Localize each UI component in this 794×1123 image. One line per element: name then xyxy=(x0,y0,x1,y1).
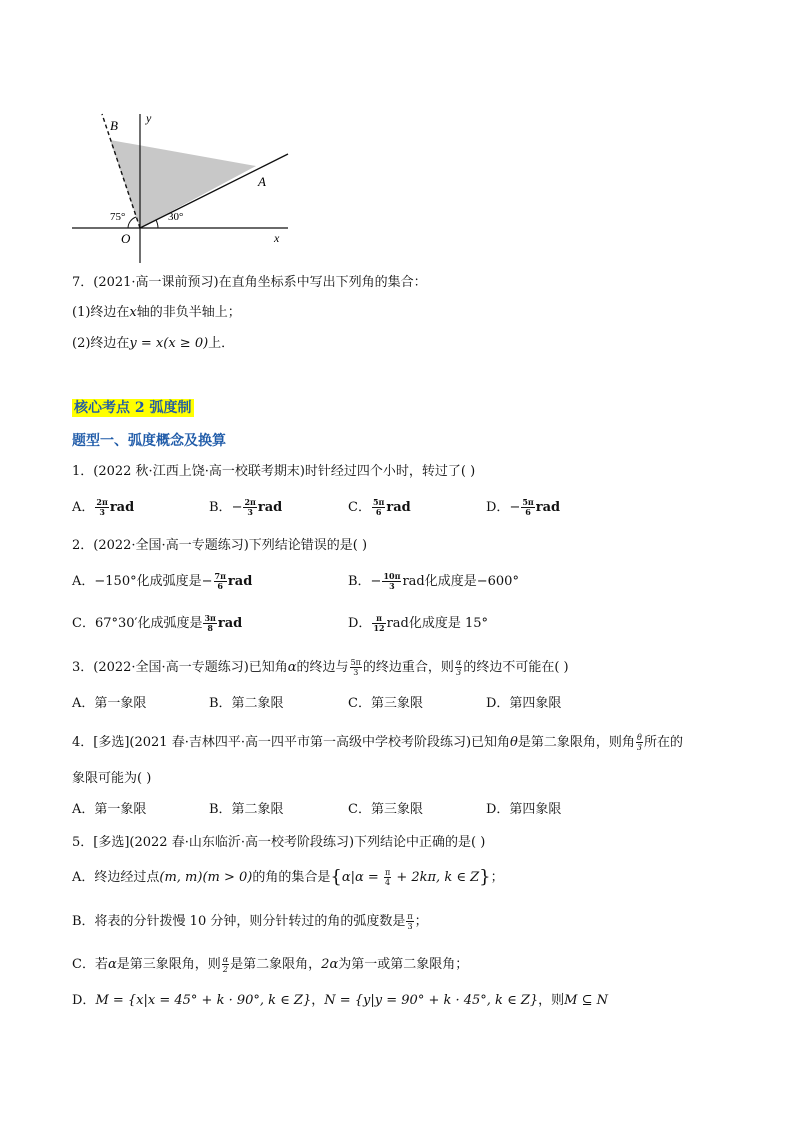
q2-d-frac xyxy=(372,614,385,633)
q1-c-label: C． xyxy=(348,500,371,515)
q1-option-d xyxy=(486,498,560,517)
q5-a-lbrace: { xyxy=(330,866,342,888)
q7-p1-var: x xyxy=(129,305,137,320)
q4-option-b: B．第二象限 xyxy=(209,802,284,817)
section-tag: 核心考点 2 弧度制 xyxy=(74,400,192,416)
q1-a-num: 2π xyxy=(96,497,108,507)
q4-frac xyxy=(636,733,643,752)
q1-b-num: 2π xyxy=(244,497,256,507)
q2-b-frac xyxy=(382,572,401,591)
q5-c-frac xyxy=(222,955,229,974)
q2-d-num: π xyxy=(372,614,385,624)
q1-b-label: B． xyxy=(209,500,232,515)
q1-option-a xyxy=(72,498,134,517)
q2-option-a xyxy=(72,572,252,591)
q1-d-rad: rad xyxy=(535,500,561,515)
q5-b-frac xyxy=(406,912,413,931)
arc-75 xyxy=(128,217,136,228)
q2-option-b xyxy=(348,572,519,591)
q5-option-a xyxy=(72,868,504,887)
label-30: 30° xyxy=(168,211,184,223)
q4-f-num: θ xyxy=(637,733,642,742)
q2-d-post: rad化成度是 15° xyxy=(386,616,489,631)
q5-b-f-num: π xyxy=(407,912,413,921)
q3-f1-num: 5π xyxy=(350,658,361,667)
q1-b-minus: − xyxy=(231,500,243,515)
q1-option-b xyxy=(209,498,282,517)
q5-c-mid: 是第三象限角，则 xyxy=(116,957,221,972)
q3-stem-a: 3．(2022·全国·高一专题练习)已知角 xyxy=(72,660,288,675)
q5-option-d xyxy=(72,992,608,1010)
q2-d-pre: D． xyxy=(348,616,372,631)
q7-part1 xyxy=(72,304,241,322)
q3-option-d: D．第四象限 xyxy=(486,696,562,711)
q4-option-c: C．第三象限 xyxy=(348,802,423,817)
q1-c-num: 5π xyxy=(372,497,385,507)
q5-b-pre: B．将表的分针拨慢 10 分钟，则分针转过的角的弧度数是 xyxy=(72,914,406,929)
q4-stem-a: 4．[多选](2021 春·吉林四平·高一四平市第一高级中学校考阶段练习)已知角 xyxy=(72,735,511,750)
q5-a-mid: 的角的集合是 xyxy=(252,870,331,885)
q4-f-den: 3 xyxy=(636,743,642,752)
q2-c-post: rad xyxy=(217,616,243,631)
q3-f1-den: 3 xyxy=(353,668,359,677)
q1-b-rad: rad xyxy=(257,500,283,515)
q1-d-label: D． xyxy=(486,500,510,515)
q5-c-pre: C．若 xyxy=(72,957,108,972)
label-a: A xyxy=(258,174,266,189)
label-x: x xyxy=(274,231,280,245)
q5-a-set-a: α|α = xyxy=(341,870,383,885)
q3-option-c: C．第三象限 xyxy=(348,696,423,711)
label-75: 75° xyxy=(110,211,126,223)
q2-d-den: 12 xyxy=(373,623,385,633)
q1-d-frac xyxy=(521,498,534,517)
q4-stem-line2: 象限可能为( ) xyxy=(72,771,152,786)
q7-p1-a: (1)终边在 xyxy=(72,305,130,320)
q1-option-c xyxy=(348,498,411,517)
label-o: O xyxy=(121,231,131,246)
q5-b-end: ； xyxy=(414,914,428,929)
q1-c-rad: rad xyxy=(386,500,411,515)
q3-f2-num: α xyxy=(455,658,462,667)
q4-stem-b: 是第二象限角，则角 xyxy=(517,735,635,750)
q1-a-den: 3 xyxy=(99,507,105,517)
q1-a-frac xyxy=(95,498,108,517)
q2-c-den: 8 xyxy=(207,623,213,633)
q5-c-f-den: 2 xyxy=(222,965,228,974)
q5-d-then: ，则 xyxy=(538,993,565,1008)
q1-c-frac xyxy=(372,498,385,517)
q5-d-m: M = {x|x = 45° + k · 90°, k ∈ Z} xyxy=(95,993,312,1008)
q1-a-label: A． xyxy=(72,500,95,515)
q3-option-a: A．第一象限 xyxy=(72,696,147,711)
q5-b-f-den: 3 xyxy=(407,922,413,931)
label-y: y xyxy=(146,111,152,125)
q7-p2-expr: y = x(x ≥ 0) xyxy=(129,336,209,351)
q3-stem-c: 的终边重合，则 xyxy=(362,660,454,675)
q3-stem xyxy=(72,658,569,677)
q5-d-sep: ， xyxy=(311,993,325,1008)
q5-option-c xyxy=(72,955,468,974)
q7-stem: 7．(2021·高一课前预习)在直角坐标系中写出下列角的集合： xyxy=(72,275,427,290)
q3-frac2 xyxy=(455,658,462,677)
q3-f2-den: 3 xyxy=(456,668,462,677)
q5-a-pt: (m, m)(m > 0) xyxy=(159,870,253,885)
q4-stem xyxy=(72,733,683,752)
q1-b-frac xyxy=(243,498,256,517)
q5-a-rbrace: } xyxy=(479,866,491,888)
q5-d-rel: M ⊆ N xyxy=(564,993,608,1008)
q2-a-post: rad xyxy=(227,574,253,589)
q4-theta: θ xyxy=(510,735,518,750)
q2-c-frac xyxy=(203,614,216,633)
q7-p1-b: 轴的非负半轴上； xyxy=(136,305,241,320)
q1-b-den: 3 xyxy=(247,507,253,517)
q5-d-label: D． xyxy=(72,993,96,1008)
arc-30 xyxy=(156,220,158,228)
q4-option-d: D．第四象限 xyxy=(486,802,562,817)
q5-a-frac xyxy=(384,868,391,887)
q2-a-pre: A．−150°化成弧度是− xyxy=(72,574,213,589)
q7-p2-a: (2)终边在 xyxy=(72,336,130,351)
q2-c-num: 3π xyxy=(204,613,216,623)
q1-stem: 1．(2022 秋·江西上饶·高一校联考期末)时针经过四个小时，转过了( ) xyxy=(72,464,476,479)
q2-a-den: 6 xyxy=(217,581,223,591)
q1-d-den: 6 xyxy=(525,507,531,517)
q5-a-f-num: π xyxy=(384,868,391,877)
q2-option-d xyxy=(348,614,488,633)
q2-b-pre: B．− xyxy=(348,574,382,589)
q1-a-rad: rad xyxy=(109,500,135,515)
q4-stem-c: 所在的 xyxy=(643,735,683,750)
q5-c-f-num: α xyxy=(222,955,229,964)
q3-alpha: α xyxy=(287,660,297,675)
q5-a-end: ； xyxy=(490,870,504,885)
q2-stem: 2．(2022·全国·高一专题练习)下列结论错误的是( ) xyxy=(72,538,368,553)
q5-d-n: N = {y|y = 90° + k · 45°, k ∈ Z} xyxy=(324,993,539,1008)
q7-p2-b: 上． xyxy=(208,336,235,351)
q1-d-num: 5π xyxy=(522,497,534,507)
q2-option-c xyxy=(72,614,242,633)
q1-c-den: 6 xyxy=(375,507,382,517)
q5-c-2a: 2α xyxy=(321,957,339,972)
q2-c-pre: C．67°30′化成弧度是 xyxy=(72,616,203,631)
angle-figure xyxy=(60,108,300,268)
q5-a-pre: A．终边经过点 xyxy=(72,870,160,885)
q5-option-b xyxy=(72,912,428,931)
q5-c-alpha: α xyxy=(107,957,117,972)
q2-a-num: 7π xyxy=(214,571,226,581)
q5-c-end: 为第一或第二象限角； xyxy=(338,957,469,972)
q5-a-set-b: + 2kπ, k ∈ Z xyxy=(392,870,480,885)
q3-option-b: B．第二象限 xyxy=(209,696,284,711)
q2-b-num: 10π xyxy=(383,571,401,581)
q3-stem-b: 的终边与 xyxy=(296,660,349,675)
q1-d-minus: − xyxy=(509,500,521,515)
q4-option-a: A．第一象限 xyxy=(72,802,147,817)
q3-frac1 xyxy=(350,658,362,677)
q5-stem: 5．[多选](2022 春·山东临沂·高一校考阶段练习)下列结论中正确的是( ) xyxy=(72,835,486,850)
q5-a-f-den: 4 xyxy=(385,878,391,887)
q2-b-post: rad化成度是−600° xyxy=(402,574,519,589)
q3-stem-d: 的终边不可能在( ) xyxy=(463,660,569,675)
label-b: B xyxy=(110,118,118,133)
q7-part2 xyxy=(72,335,234,353)
q2-b-den: 3 xyxy=(389,581,395,591)
q5-c-mid2: 是第二象限角， xyxy=(230,957,322,972)
q2-a-frac xyxy=(214,572,227,591)
section-subtitle: 题型一、弧度概念及换算 xyxy=(72,433,226,449)
